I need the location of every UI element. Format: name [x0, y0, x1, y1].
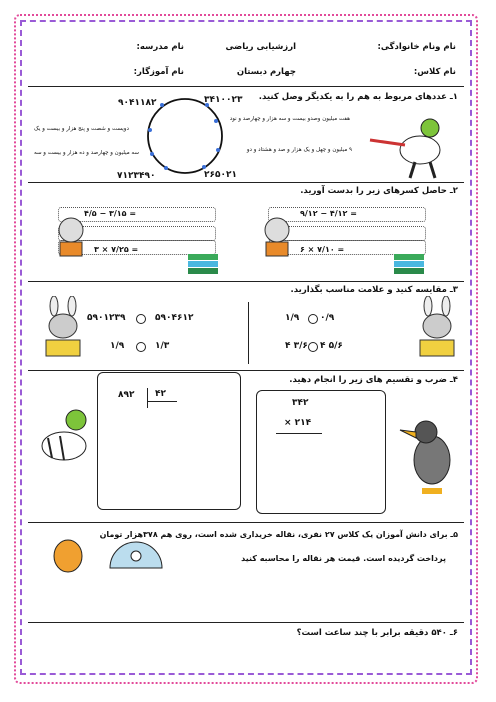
compare-left-1-a: ۵۹۰۴۶۱۲: [155, 313, 194, 323]
match-dot[interactable]: [150, 152, 154, 156]
fraction-expr-left-a: ۴/۵ − ۳/۱۵ =: [84, 209, 137, 218]
camel-protractor-image: [40, 528, 170, 582]
fraction-expr-left-b: ۳ × ۷/۲۵ =: [94, 245, 139, 254]
phrase-right-2: ۹ میلیون و چهل و یک هزار و صد و هشتاد و دو: [246, 147, 352, 153]
mul-line: [276, 433, 322, 434]
compare-left-2-b: ۱/۹: [110, 341, 125, 351]
zebra-mascot-image: [360, 110, 460, 180]
div-divisor: ۴۲: [155, 389, 166, 399]
section-divider-2: [28, 182, 464, 183]
number-left-bottom: ۷۱۲۳۴۹۰: [117, 171, 156, 181]
rabbit-mascot-image: [412, 296, 462, 362]
section-divider-6: [28, 622, 464, 623]
match-dot[interactable]: [164, 166, 168, 170]
books-stack-image: [392, 250, 426, 276]
match-dot[interactable]: [160, 103, 164, 107]
number-top: ۳۴۱۰۰۲۳: [204, 95, 243, 105]
phrase-left-2: سه میلیون و چهارصد و ده هزار و بیست و سه: [34, 150, 139, 156]
div-dividend: ۸۹۲: [118, 390, 135, 400]
section-divider-1: [28, 86, 464, 87]
zebra-mascot-image: [30, 402, 100, 472]
grade-title: چهارم دبستان: [236, 67, 296, 77]
multiplication-box[interactable]: [256, 390, 386, 514]
crow-mascot-image: [396, 410, 462, 506]
div-horizontal-line: [147, 401, 177, 402]
q5-text-line1: ۵ـ برای دانش آموزان یک کلاس ۲۷ نفری، نقاله خریداری شده است، روی هم ۳۷۸هزار تومان: [99, 530, 458, 539]
compare-left-2-a: ۱/۳: [155, 341, 170, 351]
q3-title: ۳ـ مقایسه کنید و علامت مناسب بگذارید.: [290, 285, 458, 295]
div-vertical-line: [147, 388, 148, 408]
q3-vertical-divider: [248, 302, 249, 364]
section-divider-3: [28, 281, 464, 282]
mul-top-number: ۳۴۲: [292, 398, 309, 408]
cat-reading-image: [50, 214, 92, 258]
match-dot[interactable]: [202, 165, 206, 169]
match-dot[interactable]: [148, 128, 152, 132]
family-name-label: نام ونام خانوادگی:: [377, 42, 456, 52]
compare-left-1-b: ۵۹۰۱۲۳۹: [87, 313, 126, 323]
compare-right-2-a: ۴ ۵/۶: [320, 341, 343, 351]
number-left-top: ۹۰۴۱۱۸۲: [118, 98, 157, 108]
match-dot[interactable]: [216, 148, 220, 152]
fraction-expr-right-a: ۹/۱۲ − ۴/۱۲ =: [300, 209, 357, 218]
compare-right-2-b: ۴ ۳/۶: [285, 341, 308, 351]
section-divider-4: [28, 370, 464, 371]
teacher-name-label: نام آموزگار:: [133, 67, 184, 77]
cat-reading-image: [256, 214, 298, 258]
q6-question: ۶ـ ۵۴۰ دقیقه برابر با چند ساعت است؟: [296, 628, 458, 638]
compare-right-1-a: ۰/۹: [320, 313, 335, 323]
compare-circle[interactable]: [308, 314, 318, 324]
assessment-title: ارزشیابی ریاضی: [225, 42, 296, 52]
match-dot[interactable]: [214, 119, 218, 123]
matching-circle: [145, 96, 225, 176]
phrase-right-1: هفت میلیون وصدو بیست و سه هزار و چهارصد و نود: [229, 116, 350, 122]
school-name-label: نام مدرسه:: [136, 42, 184, 52]
fraction-expr-right-b: ۶ × ۷/۱۰ =: [300, 245, 345, 254]
q4-title: ۴ـ ضرب و تقسیم های زیر را انجام دهید.: [289, 375, 458, 385]
section-divider-5: [28, 522, 464, 523]
class-name-label: نام کلاس:: [413, 67, 456, 77]
compare-circle[interactable]: [136, 314, 146, 324]
rabbit-mascot-image: [38, 296, 88, 362]
q5-text-line2: پرداخت گردیده است. قیمت هر نقاله را محاسبه کنید: [241, 554, 446, 563]
q1-title: ۱ـ عددهای مربوط به هم را به یکدیگر وصل کنید.: [258, 92, 458, 102]
q2-title: ۲ـ حاصل کسرهای زیر را بدست آورید.: [300, 186, 458, 196]
compare-circle[interactable]: [308, 342, 318, 352]
number-bottom: ۲۶۵۰۲۱: [204, 170, 237, 180]
compare-circle[interactable]: [136, 342, 146, 352]
books-stack-image: [186, 250, 220, 276]
phrase-left-1: دویست و شصت و پنج هزار و بیست و یک: [34, 126, 129, 132]
compare-right-1-b: ۱/۹: [285, 313, 300, 323]
mul-bottom-number: × ۲۱۴: [284, 418, 312, 428]
